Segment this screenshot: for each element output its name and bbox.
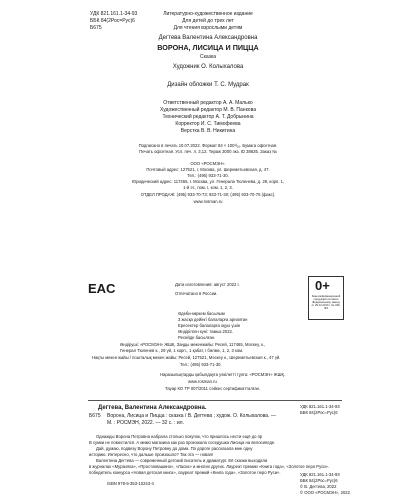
copyright-line: ББК 84(2Рос=Рус)6	[300, 478, 338, 483]
publisher-address: Тел.: (495) 933-71-30.	[187, 173, 229, 178]
isbn: ISBN 978-5-353-10243-4	[107, 481, 154, 486]
annotation-line: Однажды Ворона Петровна набрала столько покупок, что пришлось нести ещё до пр	[96, 434, 263, 439]
bbk-line: ББК 84(2Рос=Рус)6	[90, 18, 135, 24]
publisher-address: Почтовый адрес: 127521, г. Москва, ул. Шереметьевская, д. 47.	[146, 167, 270, 172]
annotation-line: победитель конкурса «Новая детская книга», лауреат премий «Книга года», «Золотое перо Руси».	[89, 470, 281, 475]
credit-line: Технический редактор А. Т. Добрынина	[162, 114, 254, 120]
audience-line-1: Для детей до трех лет	[182, 18, 234, 24]
kazakh-line: Генерал Тюленев к., 29 үй, 1 корп., 1 қабат, I бөлме, 1, 2, 3 ком.	[120, 348, 244, 353]
catalog-udk: УДК 821.161.1-34-93	[300, 404, 340, 409]
copyright-line: © В. Дегтева, 2022	[300, 484, 337, 489]
kazakh-line: Нақты мекен жайы / пошталық мекен жайы: Ресей, 127521, Мәскеу к., Шереметьевская к., 47 үй.	[92, 355, 281, 360]
catalog-author-heading: Дегтева, Валентина Александровна.	[98, 405, 207, 411]
annotation-line: историю. Интересно, что дальше произошло? Так эта — новая!	[89, 452, 213, 457]
publisher-name: ООО «РОСМЭН».	[190, 161, 226, 166]
kazakh-line: Ресейде басылған.	[178, 335, 216, 340]
book-subtitle: Сказка	[199, 54, 216, 60]
print-spec-line: Подписано в печать 10.07.2022. Формат 84 × 100¹/₁₆. Бумага офсетная.	[138, 143, 278, 148]
sales-department: ОТДЕЛ ПРОДАЖ: (495) 933-70-73; 933-71-30; (495) 933-70-75 (факс).	[140, 192, 276, 197]
kazakh-website[interactable]: www.rosman.ru	[188, 379, 217, 384]
age-rating-badge	[308, 276, 344, 320]
annotation-line: Валентина Дегтева — современный детский писатель и драматург. Её сказки выходили	[96, 458, 268, 463]
eac-mark-icon	[87, 279, 116, 297]
credit-line: Верстка В. В. Никитина	[180, 128, 236, 134]
catalog-entry: М. : РОСМЭН, 2022. — 32 с. : ил.	[107, 420, 184, 426]
credit-line: Корректор И. С. Тимофеева	[175, 121, 241, 127]
copyright-line: УДК 821.161.1-34-93	[300, 472, 340, 477]
audience-line-2: Для чтения взрослыми детям	[173, 25, 243, 31]
publisher-address: Юридический адрес: 117465, г. Москва, ул. Генерала Тюленева, д. 29, корп. 1,	[131, 179, 285, 184]
printed-in: Отпечатано в России.	[175, 291, 218, 296]
print-spec-line: Печать офсетная. Усл. печ. л. 3,12. Тираж 3000 экз. ID 38635. Заказ №	[139, 149, 277, 154]
kazakh-line: 3 жасқа дейінгі балаларға арналған	[178, 317, 248, 322]
catalog-code: Б675	[89, 413, 101, 419]
age-rating-note: Знак информационной продукции согласно Федеральному закону от 29.12.2010 г. № 436-ФЗ	[311, 295, 341, 311]
annotation-line: В сумки не поместился. А мимо магазина как раз проезжала соседушка Лисица на велосипеде.	[89, 440, 276, 445]
manufacture-date: Дата изготовления: август 2022 г.	[175, 282, 240, 287]
credit-line: Художественный редактор М. В. Панкова	[160, 107, 256, 113]
kazakh-line: Әдеби-көркем басылым	[178, 311, 225, 316]
age-rating-value: 0+	[315, 278, 330, 293]
kazakh-line: Өндірілген күні: тамыз 2022.	[178, 329, 234, 334]
catalog-bbk: ББК 84(2Рос=Рус)6	[300, 410, 338, 415]
illustrator-credit: Художник О. Колыхалова	[172, 64, 244, 70]
divider	[88, 400, 342, 401]
kazakh-line: Тауар КО ТР 007/2011 сәйкес сертификатталған.	[165, 386, 261, 391]
catalog-entry: Ворона, Лисица и Пицца : сказка / В. Дегтева ; худож. О. Колыхалова. —	[107, 413, 276, 419]
genre-label: Литературно-художественное издание	[163, 11, 253, 17]
publisher-address: 1-й эт., пом. I, ком. 1, 2, 3.	[183, 185, 233, 190]
kazakh-line: Өндіруші: «РОСМЭН» ЖШҚ. Заңды мекенжайы: Ресей, 117465, Мәскеу, к.,	[120, 342, 266, 347]
udk-line: УДК 821.161.1-34-93	[90, 11, 138, 17]
credit-line: Ответственный редактор А. А. Малько	[163, 100, 253, 106]
svg-text:EAC: EAC	[88, 281, 116, 296]
kazakh-line: Тел.: (495) 933-71-30.	[180, 362, 222, 367]
publisher-website[interactable]: www.rosman.ru	[193, 199, 223, 204]
book-title: ВОРОНА, ЛИСИЦА И ПИЦЦА	[157, 43, 259, 52]
author-name: Дегтева Валентина Александровна	[158, 35, 258, 41]
kazakh-line: Наразылықтарды қабылдауға уәкілетті тұлға: «РОСМЭН» ЖШҚ.	[160, 372, 286, 377]
catalog-code: Б675	[90, 25, 102, 31]
copyright-line: © ООО «РОСМЭН», 2022	[300, 490, 350, 495]
kazakh-line: Ересектер балаларға оқуы үшін	[178, 323, 241, 328]
annotation-line: Дай, думаю, подвезу Ворону Петровну до дома. По дороге рассказала мне одну	[96, 446, 253, 451]
annotation-line: в журналах «Мурзилка», «Простоквашино», «Ласка» и многих других. Лауреат премии «Книга года», «Золотое перо Руси».	[89, 464, 330, 469]
cover-design-credit: Дизайн обложки Т. С. Мудрак	[167, 82, 249, 88]
